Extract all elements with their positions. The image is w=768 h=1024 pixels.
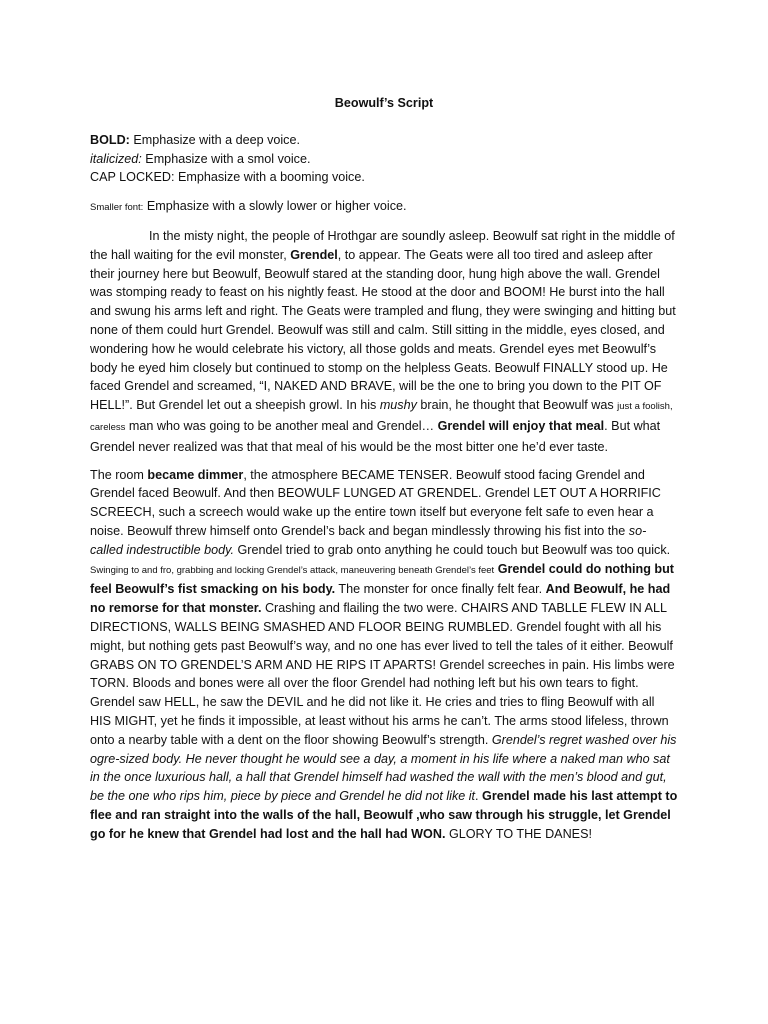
p1-text-1: In the misty night, the people of Hrothgar are soundly asleep. Beowulf sat right in the middle of the hall waiting for the evil monster, bbox=[90, 228, 675, 262]
p2-text-7: . bbox=[475, 789, 483, 804]
legend-caps-line: CAP LOCKED: Emphasize with a booming voice. bbox=[90, 170, 365, 185]
p2-text-5: The monster for once finally felt fear. bbox=[335, 582, 546, 597]
p2-bold-3: And Beowulf, he had no remorse for that monster. bbox=[90, 582, 671, 616]
legend-bold-line bbox=[90, 131, 678, 150]
p2-italic-2: Grendel’s regret washed over his ogre-sized body. He never thought he would see a day, a moment in his life where a naked man who sat in the once luxurious hall, a hall that Grendel himself had washed the wall with the men’s blood and gut, be the one who rips him, piece by piece and Grendel he did not like it bbox=[90, 732, 677, 804]
legend-small-text: Emphasize with a slowly lower or higher voice. bbox=[143, 199, 407, 214]
p2-text-2: , the atmosphere BECAME TENSER. Beowulf stood facing Grendel and Grendel faced Beowulf. And then BEOWULF LUNGED AT GRENDEL. Grendel LET OUT A HORRIFIC SCREECH, such a screech would wake up the entire town itself but everyone felt safe to even hear a noise. Beowulf threw himself onto Grendel’s back and began mindlessly throwing his fist into the bbox=[90, 467, 661, 538]
legend-small-label: Smaller font: bbox=[90, 202, 144, 214]
p1-bold-1: Grendel bbox=[290, 247, 338, 262]
legend-bold-text: Emphasize with a deep voice. bbox=[129, 132, 300, 147]
p1-text-5: . But what Grendel never realized was that that meal of his would be the most bitter one he’d ever taste. bbox=[90, 418, 661, 454]
p2-bold-4: Grendel made his last attempt to flee and ran straight into the walls of the hall, Beowulf ,who saw through his struggle, let Grendel go for he knew that Grendel had lost and the hall had WON. bbox=[90, 789, 678, 841]
paragraph-1 bbox=[90, 227, 678, 457]
legend-italic-label: italicized: bbox=[90, 151, 142, 166]
p2-bold-2: Grendel could do nothing but feel Beowulf’s fist smacking on his body. bbox=[90, 561, 674, 597]
legend-italic-line bbox=[90, 150, 678, 169]
document-title: Beowulf’s Script bbox=[334, 96, 434, 110]
p2-small-1: Swinging to and fro, grabbing and locking Grendel’s attack, maneuvering beneath Grendel’s feet bbox=[90, 564, 495, 576]
p2-text-1: The room bbox=[90, 467, 148, 482]
p1-small-1: just a foolish, careless bbox=[90, 401, 673, 433]
p1-text-4: man who was going to be another meal and Grendel… bbox=[125, 418, 438, 433]
p2-bold-1: became dimmer bbox=[147, 467, 244, 482]
p2-text-3: Grendel tried to grab onto anything he could touch but Beowulf was too quick. bbox=[233, 542, 671, 557]
p1-bold-2: Grendel will enjoy that meal bbox=[437, 418, 605, 433]
paragraph-2 bbox=[90, 466, 678, 844]
p2-text-8: GLORY TO THE DANES! bbox=[445, 826, 592, 841]
legend-small-line bbox=[90, 197, 678, 218]
p1-text-3: brain, he thought that Beowulf was bbox=[416, 398, 618, 413]
legend-bold-label: BOLD: bbox=[90, 132, 130, 147]
p2-italic-1: so-called indestructible body. bbox=[90, 523, 647, 557]
document-page bbox=[90, 94, 678, 843]
p1-italic-1: mushy bbox=[379, 398, 417, 413]
legend-italic-text: Emphasize with a smol voice. bbox=[141, 151, 311, 166]
p1-text-2: , to appear. The Geats were all too tired and asleep after their journey here but Beowulf, Beowulf stared at the standing door, hung high above the wall. Grendel was stomping ready to feast on his nightly feast. He stood at the door and BOOM! He burst into the hall and swung his arms left and right. The Geats were trampled and flung, they were swinging and hitting but none of them could hurt Grendel. Beowulf was still and calm. Still sitting in the middle, eyes closed, and wondering how he would celebrate his victory, all those golds and meats. Grendel eyes met Beowulf’s body he eyed him closely but continued to stomp on the helpless Geats. Beowulf FINALLY stood up. He faced Grendel and screamed, “I, NAKED AND BRAVE, will be the one to bring you down to the PIT OF HELL!”. But Grendel let out a sheepish growl. In his bbox=[90, 247, 676, 413]
emphasis-legend bbox=[90, 131, 678, 218]
p2-text-6: Crashing and flailing the two were. CHAIRS AND TABLLE FLEW IN ALL DIRECTIONS, WALLS BEING SMASHED AND FLOOR BEING RUMBLED. Grendel fought with all his might, but nothing gets past Beowulf’s way, and no one has ever lived to tell the tales of it either. Beowulf GRABS ON TO GRENDEL’S ARM AND HE RIPS IT APARTS! Grendel screeches in pain. His limbs were TORN. Bloods and bones were all over the floor Grendel had nothing left but his own tears to fight. Grendel saw HELL, he saw the DEVIL and he did not like it. He cries and tries to fling Beowulf with all HIS MIGHT, yet he finds it impossible, at least without his arms he can’t. The arms stood lifeless, thrown onto a nearby table with a dent on the floor showing Beowulf’s strength. bbox=[90, 601, 675, 747]
